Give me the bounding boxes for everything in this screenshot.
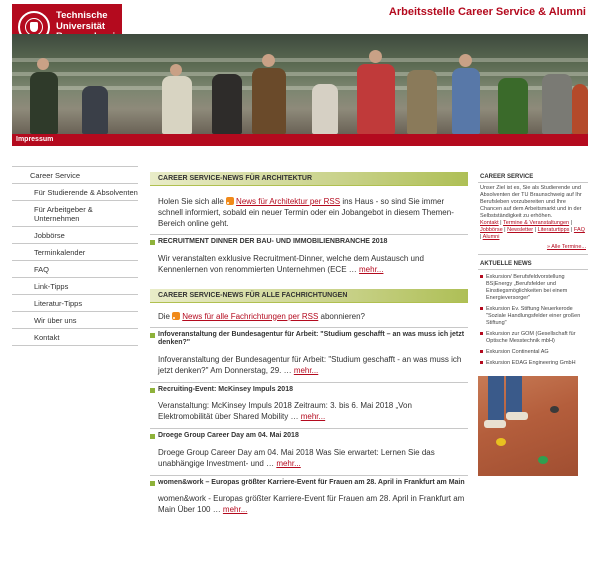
list-item[interactable]: Exkursion zur GOM (Gesellschaft für Optische Messtechnik mbH) (478, 330, 588, 348)
hold-green (538, 456, 548, 464)
impressum-bar (12, 134, 588, 146)
link-jobboerse[interactable]: Jobbörse (480, 227, 503, 233)
more-link[interactable]: mehr... (359, 264, 384, 274)
main-content (150, 172, 468, 521)
hold-dark (550, 406, 559, 413)
shoe-right (506, 412, 528, 420)
leg-right (506, 376, 522, 414)
link-faq[interactable]: FAQ (573, 227, 585, 233)
news-item (150, 327, 468, 382)
nav-item-studierende[interactable]: Für Studierende & Absolventen (12, 184, 138, 201)
architektur-intro (150, 186, 468, 234)
nav-item-wir-ueber-uns[interactable]: Wir über uns (12, 312, 138, 329)
alle-intro-pre: Die (158, 311, 173, 321)
news-teaser: Veranstaltung: McKinsey Impuls 2018 Zeitraum: 3. bis 6. Mai 2018 „Von Elektromobilität über Shared Mobility … (158, 401, 412, 421)
link-literaturtipps[interactable]: Literaturtipps (537, 227, 570, 233)
news-teaser: women&work - Europas größter Karriere-Event für Frauen am 28. April in Frankfurt am Main Über 100 … (158, 494, 465, 514)
career-service-links: Kontakt | Termine & Veranstaltungen | Jobbörse | Newsletter | Literaturtipps | FAQ | Alumni (480, 220, 585, 240)
link-termine[interactable]: Termine & Veranstaltungen (503, 220, 570, 226)
shoe-left (484, 420, 506, 428)
news-teaser: Droege Group Career Day am 04. Mai 2018 Was Sie erwartet: Lernen Sie das unabhängige Investment- und … (158, 447, 435, 468)
all-dates-link[interactable]: » Alle Termine... (546, 244, 586, 250)
link-kontakt[interactable]: Kontakt (480, 220, 499, 226)
nav-item-kontakt[interactable]: Kontakt (12, 329, 138, 346)
news-item (150, 234, 468, 281)
hero-photo (12, 34, 588, 134)
news-body (150, 394, 468, 428)
architektur-rss-link[interactable]: News für Architektur per RSS (236, 197, 341, 206)
list-item[interactable]: Exkursion/ Berufsfeldvorstellung BS|Energy „Berufsfelder und Einstiegsmöglichkeiten bei einem Energieversorger" (478, 273, 588, 305)
sidebar-nav (12, 166, 138, 346)
nav-item-terminkalender[interactable]: Terminkalender (12, 244, 138, 261)
news-title[interactable]: Infoveranstaltung der Bundesagentur für Arbeit: "Studium geschafft – an was muss ich jetzt denken?" (150, 331, 468, 348)
news-item (150, 428, 468, 475)
career-service-text: Unser Ziel ist es, Sie als Studierende und Absolventen der TU Braunschweig auf Ihr Berufsleben vorzubereiten und Ihre Chancen auf dem Arbeitsmarkt und in der Selbstständigkeit zu erhöhen. (480, 185, 582, 219)
news-title[interactable]: RECRUITMENT DINNER DER BAU- UND IMMOBILIENBRANCHE 2018 (150, 238, 468, 247)
list-item[interactable]: Exkursion Ev. Stiftung Neuerkerode "Soziale Handlungsfelder einer großen Stiftung" (478, 305, 588, 330)
aktuelle-news-list (478, 270, 588, 370)
rss-icon[interactable] (226, 197, 234, 205)
nav-item-faq[interactable]: FAQ (12, 261, 138, 278)
climbing-photo (478, 376, 578, 476)
news-body (150, 487, 468, 521)
nav-item-literatur-tipps[interactable]: Literatur-Tipps (12, 295, 138, 312)
right-sidebar (478, 172, 588, 476)
list-item[interactable]: Exkursion EDAG Engineering GmbH (478, 359, 588, 370)
link-newsletter[interactable]: Newsletter (507, 227, 534, 233)
news-title[interactable]: Recruiting-Event: McKinsey Impuls 2018 (150, 386, 468, 395)
news-teaser: Infoveranstaltung der Bundesagentur für Arbeit: "Studium geschafft - an was muss ich jetzt denken?" Am Donnerstag, 29. … (158, 354, 462, 375)
more-link[interactable]: mehr... (293, 365, 319, 375)
news-body (150, 247, 468, 281)
nav-item-link-tipps[interactable]: Link-Tipps (12, 278, 138, 295)
news-body (150, 441, 468, 475)
more-link[interactable]: mehr... (222, 505, 248, 514)
link-alumni[interactable]: Alumni (482, 234, 500, 240)
news-item (150, 475, 468, 522)
alle-intro-post: abonnieren? (318, 311, 366, 321)
alle-rss-link[interactable]: News für alle Fachrichtungen per RSS (182, 311, 319, 321)
news-title[interactable]: women&work – Europas größter Karriere-Event für Frauen am 28. April in Frankfurt am Main (150, 479, 468, 488)
hold-yellow (496, 438, 506, 446)
news-body (150, 348, 468, 382)
impressum-link[interactable]: Impressum (16, 136, 54, 143)
nav-item-career-service[interactable]: Career Service (12, 166, 138, 184)
nav-item-jobboerse[interactable]: Jobbörse (12, 227, 138, 244)
architektur-intro-pre: Holen Sie sich alle (158, 197, 227, 206)
career-service-heading: CAREER SERVICE (478, 172, 588, 183)
nav-item-arbeitgeber[interactable]: Für Arbeitgeber & Unternehmen (12, 201, 138, 227)
architektur-intro-post: ins Haus - so sind Sie immer schnell informiert, sobald ein neuer Termin oder ein Jobangebot in diesem Themen-Bereich online geht. (158, 197, 454, 228)
more-link[interactable]: mehr... (276, 458, 301, 468)
list-item[interactable]: Exkursion Continental AG (478, 348, 588, 359)
aktuelle-news-heading: AKTUELLE NEWS (478, 259, 588, 270)
news-teaser: Wir veranstalten exklusive Recruitment-Dinner, welche dem Austausch und Kennenlernen von renommierten Unternehmen (ECE … (158, 253, 424, 274)
logo-line-1: Technische (56, 10, 108, 22)
section-heading-architektur: CAREER SERVICE-NEWS FÜR ARCHITEKTUR (150, 172, 468, 186)
news-item (150, 382, 468, 429)
section-heading-alle: CAREER SERVICE-NEWS FÜR ALLE FACHRICHTUNGEN (150, 289, 468, 303)
logo-line-2: Universität (56, 20, 106, 32)
alle-intro (150, 303, 468, 327)
rss-icon[interactable] (172, 312, 180, 320)
more-link[interactable]: mehr... (300, 412, 326, 421)
news-title[interactable]: Droege Group Career Day am 04. Mai 2018 (150, 432, 468, 441)
leg-left (488, 376, 504, 420)
all-dates-row (478, 241, 588, 255)
site-title[interactable]: Arbeitsstelle Career Service & Alumni (388, 6, 586, 18)
